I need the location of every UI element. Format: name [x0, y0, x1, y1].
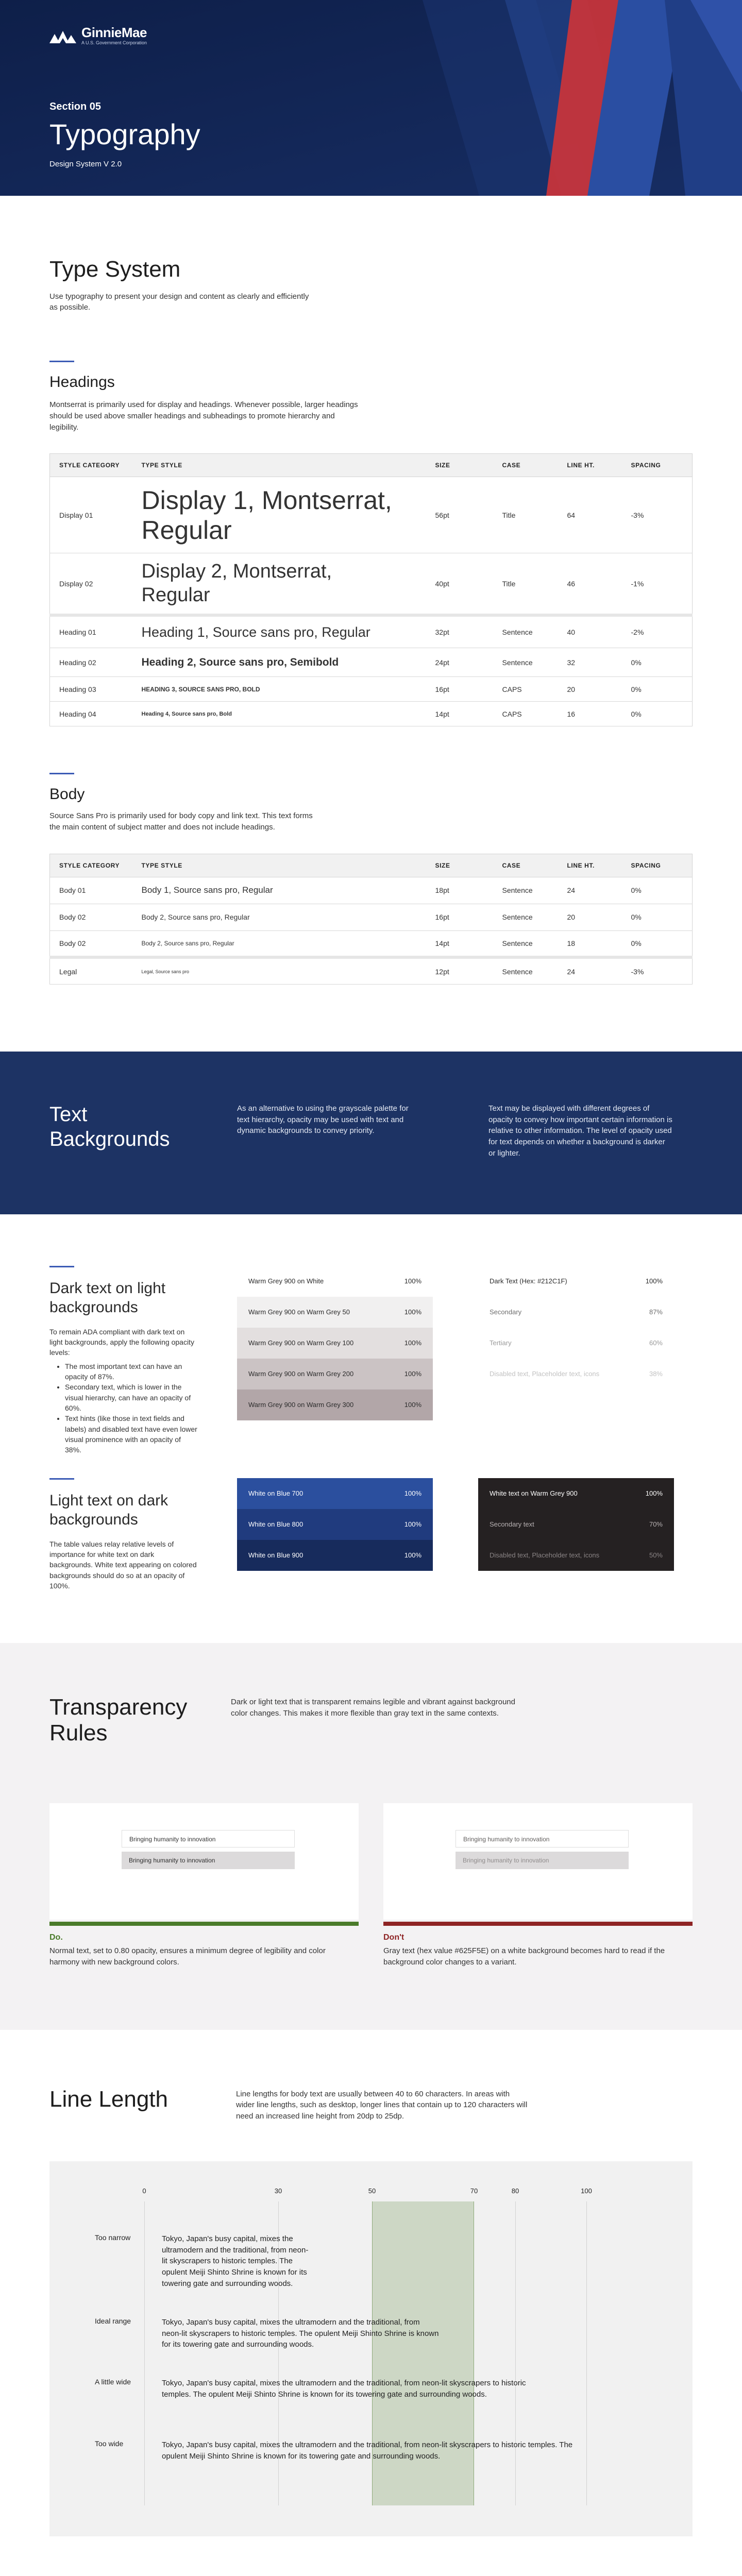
- text-backgrounds-title: Text Backgrounds: [49, 1103, 170, 1150]
- tick-label: 0: [142, 2187, 146, 2195]
- cell-size: 12pt: [426, 957, 493, 984]
- transparency-title: Transparency Rules: [49, 1694, 188, 1746]
- tick-label: 50: [368, 2187, 376, 2195]
- cell-case: Sentence: [493, 930, 558, 957]
- row-label: Too wide: [95, 2439, 124, 2448]
- body-title: Body: [49, 786, 85, 803]
- swatch-value: 100%: [404, 1370, 421, 1378]
- cell-spacing: 0%: [622, 930, 693, 957]
- example-frame: [49, 1803, 359, 1920]
- do-label: Do.: [49, 1933, 63, 1942]
- cell-case: Sentence: [493, 648, 558, 677]
- cell-case: Sentence: [493, 904, 558, 930]
- sample-paragraph: Tokyo, Japan's busy capital, mixes the ultramodern and the traditional, from neon-lit skyscrapers to historic temples. The opulent Meiji Shinto Shrine is known for its towering gate and surrounding woods.: [162, 2317, 439, 2349]
- swatch-label: White on Blue 900: [248, 1551, 303, 1560]
- dark-text-opacity-scale: [478, 1266, 674, 1389]
- cell-case: CAPS: [493, 677, 558, 702]
- light-on-dark-text: The table values relay relative levels of importance for white text on dark backgrounds. White text appearing on colored backgrounds should do so at an opacity of 100%.: [49, 1539, 197, 1590]
- cell-spacing: 0%: [622, 648, 693, 677]
- swatch-label: White on Blue 700: [248, 1489, 303, 1498]
- line-length-diagram: [49, 2161, 693, 2536]
- row-label: Ideal range: [95, 2316, 131, 2325]
- body-table: [49, 854, 693, 985]
- swatch-value: 100%: [645, 1489, 663, 1498]
- cell-style: Legal, Source sans pro: [132, 957, 426, 984]
- cell-category: Heading 03: [50, 677, 132, 702]
- color-swatch: [237, 1389, 433, 1420]
- ginniemae-logo-icon: [49, 28, 76, 43]
- cell-style: Display 2, Montserrat, Regular: [132, 553, 426, 615]
- swatch-value: 70%: [649, 1520, 663, 1529]
- line-length-header: [49, 2087, 693, 2122]
- hero-header: [0, 0, 742, 196]
- section-label: Section 05: [49, 101, 102, 112]
- swatch-label: Tertiary: [490, 1339, 512, 1347]
- type-system-intro: Use typography to present your design and content as clearly and efficiently as possible.: [49, 292, 309, 312]
- list-item: • The most important text can have an opacity of 87%.: [65, 1361, 199, 1382]
- tick-label: 70: [470, 2187, 478, 2195]
- table-row: [50, 957, 693, 984]
- do-indicator-bar: [49, 1922, 359, 1926]
- opacity-swatch: [478, 1266, 674, 1297]
- cell-spacing: 0%: [622, 702, 693, 726]
- cell-style: Body 2, Source sans pro, Regular: [132, 904, 426, 930]
- page-title: Typography: [49, 118, 200, 150]
- table-header-row: [50, 454, 693, 477]
- swatch-label: Warm Grey 900 on Warm Grey 100: [248, 1339, 354, 1347]
- cell-spacing: 0%: [622, 677, 693, 702]
- headings-block: [49, 361, 693, 726]
- list-item: • Secondary text, which is lower in the visual hierarchy, can have an opacity of 60%.: [65, 1382, 199, 1413]
- accent-rule: [49, 773, 74, 774]
- swatch-value: 100%: [404, 1308, 421, 1316]
- body-block: [49, 773, 693, 985]
- col-header: TYPE STYLE: [132, 854, 426, 877]
- cell-line-height: 16: [558, 702, 622, 726]
- sample-on-grey: Bringing humanity to innovation: [122, 1852, 295, 1869]
- sample-on-white: Bringing humanity to innovation: [456, 1830, 629, 1848]
- color-swatch: [237, 1266, 433, 1297]
- row-label: A little wide: [95, 2377, 131, 2386]
- cell-case: Sentence: [493, 957, 558, 984]
- headings-text: Montserrat is primarily used for display and headings. Whenever possible, larger headings should be used above smaller headings and subheadings to promote hierarchy and legibility.: [49, 400, 358, 432]
- cell-category: Display 01: [50, 477, 132, 553]
- light-text-opacity-scale: [478, 1478, 674, 1571]
- cell-style: Display 1, Montserrat, Regular: [132, 477, 426, 553]
- cell-line-height: 32: [558, 648, 622, 677]
- cell-line-height: 24: [558, 957, 622, 984]
- col-header: SPACING: [622, 454, 693, 477]
- table-row: [50, 553, 693, 615]
- opacity-swatch: [478, 1540, 674, 1571]
- table-row: [50, 477, 693, 553]
- cell-spacing: -2%: [622, 615, 693, 648]
- cell-size: 32pt: [426, 615, 493, 648]
- dont-indicator-bar: [383, 1922, 693, 1926]
- accent-rule: [49, 1266, 74, 1267]
- cell-spacing: -1%: [622, 553, 693, 615]
- dark-on-light-text: To remain ADA compliant with dark text on light backgrounds, apply the following opacity levels:: [49, 1327, 194, 1357]
- cell-line-height: 24: [558, 877, 622, 904]
- color-swatch: [237, 1478, 433, 1509]
- cell-category: Body 02: [50, 930, 132, 957]
- list-item: • Text hints (like those in text fields and labels) and disabled text have even lower visual prominence with an opacity of 38%.: [65, 1413, 199, 1455]
- color-swatch: [237, 1359, 433, 1389]
- cell-line-height: 46: [558, 553, 622, 615]
- cell-size: 18pt: [426, 877, 493, 904]
- transparency-header: [49, 1694, 693, 1747]
- cell-spacing: -3%: [622, 477, 693, 553]
- text-backgrounds-text-2: Text may be displayed with different degrees of opacity to convey how important certain information is relative to other information. The level of opacity used for text depends on whether a background is darker or lighter.: [488, 1104, 672, 1158]
- line-length-section: [0, 2030, 742, 2576]
- swatch-label: Disabled text, Placeholder text, icons: [490, 1370, 600, 1378]
- dont-label: Don't: [383, 1933, 404, 1942]
- swatch-value: 100%: [404, 1339, 421, 1347]
- col-header: SIZE: [426, 854, 493, 877]
- row-label: Too narrow: [95, 2233, 131, 2242]
- swatch-label: Warm Grey 900 on White: [248, 1277, 324, 1285]
- col-header: CASE: [493, 854, 558, 877]
- cell-case: CAPS: [493, 702, 558, 726]
- swatch-label: Secondary text: [490, 1520, 534, 1529]
- table-row: [50, 904, 693, 930]
- cell-case: Sentence: [493, 877, 558, 904]
- swatch-value: 100%: [404, 1551, 421, 1560]
- color-swatch: [237, 1297, 433, 1328]
- cell-case: Sentence: [493, 615, 558, 648]
- cell-category: Body 01: [50, 877, 132, 904]
- swatch-value: 100%: [645, 1277, 663, 1285]
- header-logo[interactable]: [49, 26, 147, 45]
- table-row: [50, 877, 693, 904]
- cell-size: 56pt: [426, 477, 493, 553]
- swatch-label: Warm Grey 900 on Warm Grey 200: [248, 1370, 354, 1378]
- swatch-value: 38%: [649, 1370, 663, 1378]
- cell-category: Heading 04: [50, 702, 132, 726]
- cell-style: HEADING 3, SOURCE SANS PRO, BOLD: [132, 677, 426, 702]
- warm-grey-swatches: [237, 1266, 433, 1420]
- example-frame: [383, 1803, 693, 1920]
- line-length-text: Line lengths for body text are usually between 40 to 60 characters. In areas with wider line lengths, such as desktop, longer lines that contain up to 120 characters will need an increased line height from 20dp to 25dp.: [236, 2089, 528, 2121]
- text-contrast-section: [0, 1214, 742, 1643]
- cell-case: Title: [493, 553, 558, 615]
- col-header: STYLE CATEGORY: [50, 454, 132, 477]
- table-row: [50, 677, 693, 702]
- cell-spacing: 0%: [622, 904, 693, 930]
- cell-line-height: 40: [558, 615, 622, 648]
- table-header-row: [50, 854, 693, 877]
- cell-size: 40pt: [426, 553, 493, 615]
- cell-style: Heading 1, Source sans pro, Regular: [132, 615, 426, 648]
- cell-style: Heading 4, Source sans pro, Bold: [132, 702, 426, 726]
- cell-size: 24pt: [426, 648, 493, 677]
- text-backgrounds-text-1: As an alternative to using the grayscale palette for text hierarchy, opacity may be used with text and dynamic backgrounds to convey priority.: [237, 1104, 409, 1136]
- swatch-label: Dark Text (Hex: #212C1F): [490, 1277, 567, 1285]
- tick-line: [144, 2201, 145, 2505]
- table-row: [50, 702, 693, 726]
- sample-on-grey: Bringing humanity to innovation: [456, 1852, 629, 1869]
- cell-category: Heading 01: [50, 615, 132, 648]
- sample-paragraph: Tokyo, Japan's busy capital, mixes the ultramodern and the traditional, from neon-lit skyscrapers to historic temples. The opulent Meiji Shinto Shrine is known for its towering gate and surrounding woods.: [162, 2378, 526, 2399]
- cell-line-height: 20: [558, 904, 622, 930]
- swatch-value: 50%: [649, 1551, 663, 1560]
- color-swatch: [237, 1509, 433, 1540]
- do-card: [49, 1803, 359, 1968]
- tick-label: 100: [581, 2187, 592, 2195]
- color-swatch: [237, 1328, 433, 1359]
- tick-label: 30: [274, 2187, 282, 2195]
- transparency-text: Dark or light text that is transparent remains legible and vibrant against background color changes. This makes it more flexible than gray text in the same contexts.: [231, 1697, 515, 1718]
- cell-style: Body 2, Source sans pro, Regular: [132, 930, 426, 957]
- swatch-value: 100%: [404, 1520, 421, 1529]
- swatch-value: 60%: [649, 1339, 663, 1347]
- opacity-swatch: [478, 1297, 674, 1328]
- swatch-label: Warm Grey 900 on Warm Grey 50: [248, 1308, 350, 1316]
- color-swatch: [237, 1540, 433, 1571]
- cell-line-height: 18: [558, 930, 622, 957]
- cell-category: Display 02: [50, 553, 132, 615]
- swatch-value: 100%: [404, 1489, 421, 1498]
- text-backgrounds-banner: [0, 1052, 742, 1214]
- sample-paragraph: Tokyo, Japan's busy capital, mixes the ultramodern and the traditional, from neon-lit skyscrapers to historic temples. The opulent Meiji Shinto Shrine is known for its towering gate and surrounding woods.: [162, 2440, 573, 2461]
- sample-on-white: Bringing humanity to innovation: [122, 1830, 295, 1848]
- type-system-section: [0, 196, 742, 985]
- sample-paragraph: Tokyo, Japan's busy capital, mixes the ultramodern and the traditional, from neon-lit skyscrapers to historic temples. The opulent Meiji Shinto Shrine is known for its towering gate and surrounding woods.: [162, 2234, 309, 2288]
- cell-spacing: 0%: [622, 877, 693, 904]
- col-header: TYPE STYLE: [132, 454, 426, 477]
- opacity-bullets: [49, 1361, 199, 1455]
- accent-rule: [49, 361, 74, 362]
- col-header: LINE HT.: [558, 454, 622, 477]
- line-length-title: Line Length: [49, 2086, 168, 2112]
- logo-text: GinnieMae: [81, 25, 147, 40]
- swatch-label: Disabled text, Placeholder text, icons: [490, 1551, 600, 1560]
- col-header: CASE: [493, 454, 558, 477]
- light-on-dark-block: [49, 1478, 199, 1591]
- dark-on-light-title: Dark text on light backgrounds: [49, 1279, 166, 1316]
- opacity-swatch: [478, 1328, 674, 1359]
- accent-rule: [49, 1478, 74, 1480]
- swatch-label: White text on Warm Grey 900: [490, 1489, 578, 1498]
- col-header: SPACING: [622, 854, 693, 877]
- tick-label: 80: [511, 2187, 519, 2195]
- type-system-title: Type System: [49, 257, 181, 282]
- swatch-label: Secondary: [490, 1308, 522, 1316]
- cell-style: Body 1, Source sans pro, Regular: [132, 877, 426, 904]
- col-header: STYLE CATEGORY: [50, 854, 132, 877]
- transparency-examples: [49, 1803, 693, 1968]
- cell-category: Body 02: [50, 904, 132, 930]
- cell-category: Heading 02: [50, 648, 132, 677]
- cell-size: 14pt: [426, 702, 493, 726]
- cell-style: Heading 2, Source sans pro, Semibold: [132, 648, 426, 677]
- transparency-section: [0, 1643, 742, 2030]
- cell-line-height: 20: [558, 677, 622, 702]
- dont-text: Gray text (hex value #625F5E) on a white background becomes hard to read if the background color changes to a variant.: [383, 1946, 665, 1967]
- swatch-label: Warm Grey 900 on Warm Grey 300: [248, 1401, 354, 1409]
- swatch-value: 87%: [649, 1308, 663, 1316]
- cell-category: Legal: [50, 957, 132, 984]
- blue-swatches: [237, 1478, 433, 1571]
- headings-title: Headings: [49, 374, 115, 391]
- cell-case: Title: [493, 477, 558, 553]
- cell-size: 14pt: [426, 930, 493, 957]
- cell-line-height: 64: [558, 477, 622, 553]
- light-on-dark-title: Light text on dark backgrounds: [49, 1492, 168, 1529]
- table-row: [50, 648, 693, 677]
- cell-spacing: -3%: [622, 957, 693, 984]
- dark-on-light-block: [49, 1266, 199, 1455]
- headings-table: [49, 453, 693, 726]
- dont-card: [383, 1803, 693, 1968]
- col-header: SIZE: [426, 454, 493, 477]
- swatch-label: White on Blue 800: [248, 1520, 303, 1529]
- swatch-value: 100%: [404, 1401, 421, 1409]
- swatch-value: 100%: [404, 1277, 421, 1285]
- table-row: [50, 930, 693, 957]
- opacity-swatch: [478, 1478, 674, 1509]
- cell-size: 16pt: [426, 904, 493, 930]
- version-label: Design System V 2.0: [49, 160, 122, 168]
- opacity-swatch: [478, 1509, 674, 1540]
- cell-size: 16pt: [426, 677, 493, 702]
- body-text: Source Sans Pro is primarily used for body copy and link text. This text forms the main content of subject matter and does not include headings.: [49, 811, 313, 832]
- logo-subtitle: A U.S. Government Corporation: [81, 40, 147, 45]
- col-header: LINE HT.: [558, 854, 622, 877]
- do-text: Normal text, set to 0.80 opacity, ensures a minimum degree of legibility and color harmony with new background colors.: [49, 1946, 326, 1967]
- opacity-swatch: [478, 1359, 674, 1389]
- table-row: [50, 615, 693, 648]
